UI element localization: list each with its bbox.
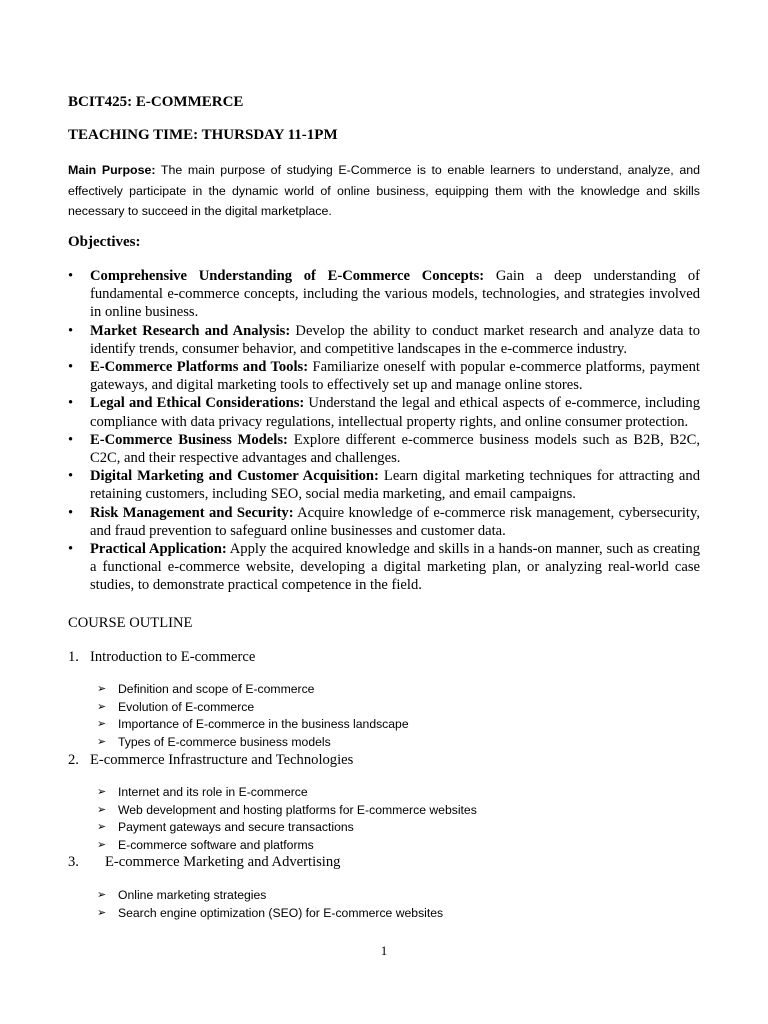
subtopic-text: Web development and hosting platforms for E-commerce websites: [118, 802, 477, 817]
arrow-bullet-icon: ➢: [97, 889, 107, 901]
objective-text: Gain a deep understanding of fundamental e-commerce concepts, including the various models, technologies, and strategies involved in online business.: [90, 268, 701, 321]
subtopic-list: [97, 784, 477, 854]
objective-text: Familiarize oneself with popular e-commerce platforms, payment gateways, and digital marketing tools to effectively set up and manage online stores.: [90, 359, 700, 394]
subtopic-item: [97, 784, 477, 802]
subtopic-text: Payment gateways and secure transactions: [118, 820, 354, 834]
subtopic-item: [97, 802, 477, 820]
arrow-bullet-icon: ➢: [97, 906, 107, 919]
objective-item: [68, 504, 700, 540]
arrow-bullet-icon: ➢: [97, 735, 107, 748]
subtopic-list: [97, 887, 443, 922]
bullet-icon: •: [68, 268, 74, 284]
main-purpose-label: Main Purpose:: [68, 163, 156, 177]
subtopic-text: Online marketing strategies: [118, 888, 267, 902]
outline-topic: [68, 649, 255, 666]
arrow-bullet-icon: ➢: [97, 683, 107, 695]
objectives-heading: Objectives:: [68, 234, 141, 250]
bullet-icon: •: [68, 359, 74, 376]
objective-label: Risk Management and Security:: [90, 504, 294, 521]
subtopic-item: [97, 716, 409, 734]
arrow-bullet-icon: ➢: [97, 700, 107, 713]
topic-title: E-commerce Infrastructure and Technologies: [90, 752, 354, 768]
objective-text: Explore different e-commerce business models such as B2B, B2C, C2C, and their respective advantages and challenges.: [90, 431, 700, 467]
bullet-icon: •: [68, 431, 74, 448]
objective-label: Market Research and Analysis:: [90, 322, 291, 339]
subtopic-text: Importance of E-commerce in the business landscape: [118, 717, 409, 731]
bullet-icon: •: [68, 468, 74, 485]
objective-text: Develop the ability to conduct market research and analyze data to identify trends, consumer behavior, and competitive landscapes in the e-commerce industry.: [90, 322, 700, 357]
subtopic-item: [97, 699, 409, 717]
subtopic-list: [97, 681, 409, 751]
objective-text: Understand the legal and ethical aspects of e-commerce, including compliance with data privacy regulations, intellectual property rights, and online consumer protection.: [90, 395, 700, 430]
subtopic-text: Internet and its role in E-commerce: [118, 785, 308, 799]
topic-number: 2.: [68, 752, 79, 768]
objective-text: Apply the acquired knowledge and skills in a hands-on manner, such as creating a functional e-commerce website, developing a digital marketing plan, or analyzing real-world case studies, to demonstrate practical competence in the field.: [90, 541, 700, 594]
objective-item: [68, 431, 700, 467]
objective-item: [68, 358, 700, 394]
topic-number: 1.: [68, 649, 79, 665]
objectives-list: [68, 267, 700, 595]
objective-text: Learn digital marketing techniques for attracting and retaining customers, including SEO, social media marketing, and email campaigns.: [90, 468, 700, 503]
objective-item: [68, 467, 700, 503]
subtopic-text: Evolution of E-commerce: [118, 699, 255, 714]
course-outline-heading: COURSE OUTLINE: [68, 615, 193, 631]
bullet-icon: •: [68, 395, 74, 412]
arrow-bullet-icon: ➢: [97, 803, 107, 816]
subtopic-text: Definition and scope of E-commerce: [118, 682, 315, 696]
arrow-bullet-icon: ➢: [97, 718, 107, 730]
course-title: BCIT425: E-COMMERCE: [68, 94, 244, 110]
objective-item: [68, 267, 700, 322]
outline-topic: [68, 752, 353, 769]
main-purpose-text: The main purpose of studying E-Commerce is to enable learners to understand, analyze, and effectively participate in the dynamic world of online business, equipping them with the knowledge and skills necessary to succeed in the digital marketplace.: [68, 163, 700, 218]
topic-title: Introduction to E-commerce: [90, 649, 256, 665]
main-purpose-paragraph: [68, 160, 700, 222]
objective-item: [68, 394, 700, 430]
objective-label: Comprehensive Understanding of E-Commerce Concepts:: [90, 268, 485, 284]
subtopic-item: [97, 734, 409, 752]
objective-label: Legal and Ethical Considerations:: [90, 395, 305, 412]
outline-topic: [68, 854, 340, 871]
arrow-bullet-icon: ➢: [97, 821, 107, 833]
arrow-bullet-icon: ➢: [97, 838, 107, 851]
subtopic-item: [97, 905, 443, 923]
subtopic-text: Types of E-commerce business models: [118, 734, 331, 749]
objective-label: Digital Marketing and Customer Acquisition:: [90, 468, 379, 485]
objective-label: E-Commerce Platforms and Tools:: [90, 359, 309, 376]
subtopic-text: E-commerce software and platforms: [118, 837, 314, 852]
objective-item: [68, 322, 700, 358]
subtopic-item: [97, 681, 409, 699]
objective-text: Acquire knowledge of e-commerce risk management, cybersecurity, and fraud prevention to safeguard online businesses and customer data.: [90, 504, 700, 539]
objective-label: E-Commerce Business Models:: [90, 431, 288, 448]
subtopic-item: [97, 819, 477, 837]
topic-number: 3.: [68, 854, 79, 870]
subtopic-text: Search engine optimization (SEO) for E-commerce websites: [118, 905, 444, 920]
topic-title: E-commerce Marketing and Advertising: [105, 854, 341, 870]
bullet-icon: •: [68, 322, 74, 339]
page-number: 1: [380, 943, 388, 958]
subtopic-item: [97, 887, 443, 905]
objective-label: Practical Application:: [90, 541, 227, 558]
subtopic-item: [97, 837, 477, 855]
objective-item: [68, 540, 700, 595]
bullet-icon: •: [68, 504, 74, 521]
bullet-icon: •: [68, 541, 74, 558]
teaching-time: TEACHING TIME: THURSDAY 11-1PM: [68, 127, 338, 143]
arrow-bullet-icon: ➢: [97, 786, 107, 798]
